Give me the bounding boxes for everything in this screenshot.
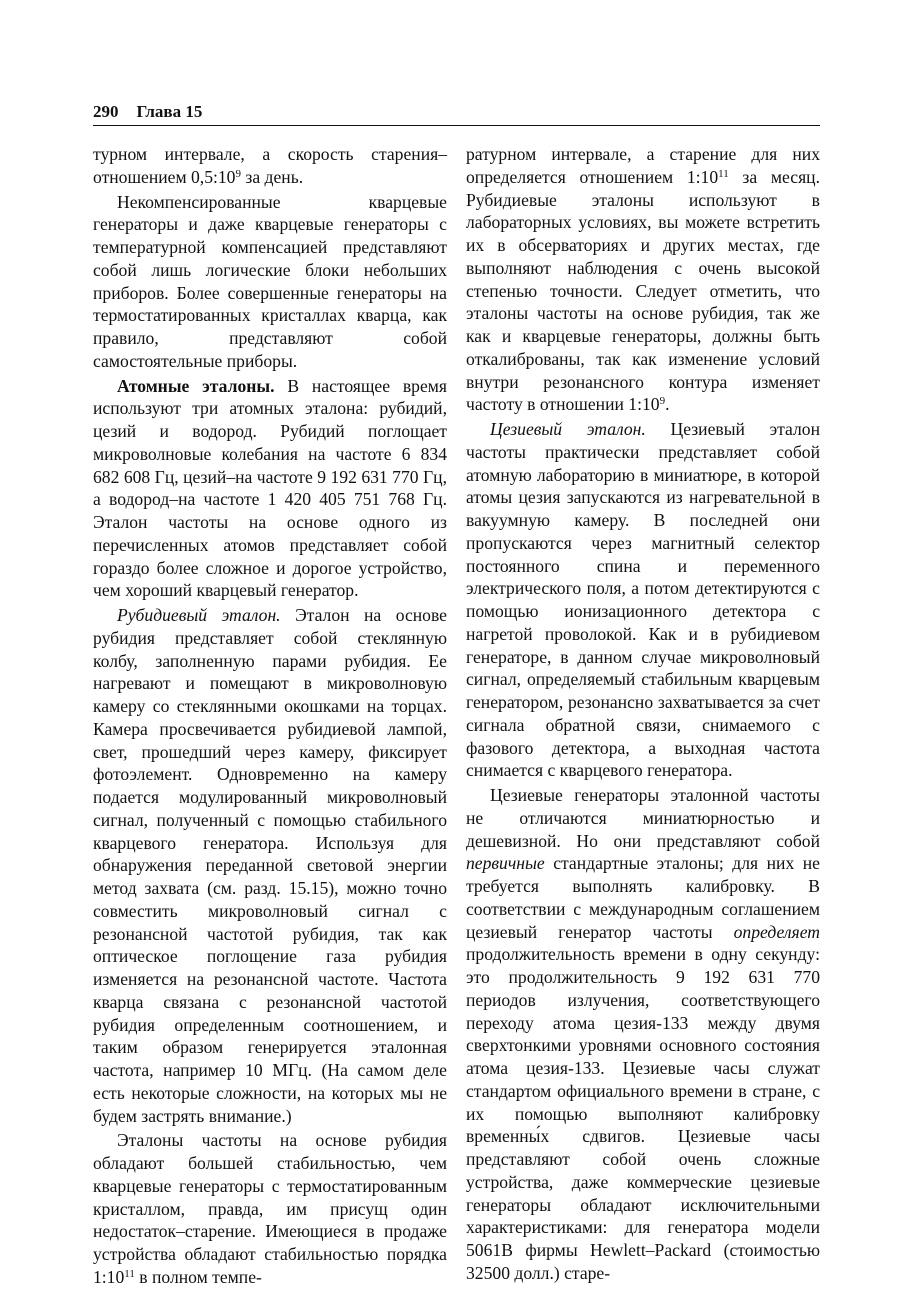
paragraph: ратурном интервале, а старение для них определяется отношением $1:10^{11}$ за месяц. Рубидиевые эталоны используют в лабораторных условиях, вы можете встретить их в обсерваториях и других местах, где выполняют наблюдения с очень высокой степенью точности. Следует отметить, что эталоны частоты на основе рубидия, так же как и кварцевые генераторы, должны быть откалиброваны, так как изменение условий внутри резонансного контура изменяет частоту в отношении $1:10^9$. xyxy=(466,144,820,415)
section-heading: Атомные эталоны. xyxy=(117,375,275,396)
paragraph: Рубидиевый эталон. Эталон на основе рубидия представляет собой стеклянную колбу, заполненную парами рубидия. Ее нагревают и помещают в микроволновую камеру со стеклянными окошками на торцах. Камера просвечивается рубидиевой лампой, свет, прошедший через камеру, фиксирует фотоэлемент. Одновременно на камеру подается модулированный микроволновый сигнал, полученный с помощью стабильного кварцевого генератора. Используя для обнаружения переданной световой энергии метод захвата (см. разд. 15.15), можно точно совместить микроволновый сигнал с резонансной частотой рубидия, так как оптическое поглощение газа рубидия изменяется на резонансной частоте. Частота кварца связана с резонансной частотой рубидия определенным соотношением, и таким образом генерируется эталонная частота, например 10 МГц. (На самом деле есть некоторые сложности, на которых мы не будем застрять внимание.) xyxy=(93,605,447,1126)
paragraph: турном интервале, а скорость старения–отношением $0,5:10^9$ за день. xyxy=(93,144,447,187)
subsection-heading: Цезиевый эталон. xyxy=(490,419,646,439)
paragraph: Цезиевые генераторы эталонной частоты не отличаются миниатюрностью и дешевизной. Но они представляют собой первичные стандартные эталоны; для них не требуется выполнять калибровку. В соответствии с международным соглашением цезиевый генератор частоты определяет продолжительность времени в одну секунду: это продолжительность 9 192 631 770 периодов излучения, соответствующего переходу атома цезия-133 между двумя сверхтонкими уровнями основного состояния атома цезия-133. Цезиевые часы служат стандартом официального времени в стране, с их помощью выполняют калибровку временны́х сдвигов. Цезиевые часы представляют собой очень сложные устройства, даже коммерческие цезиевые генераторы обладают исключительными характеристиками: для генератора модели 5061B фирмы Hewlett–Packard (стоимостью 32500 долл.) старе- xyxy=(466,785,820,1283)
paragraph: Цезиевый эталон. Цезиевый эталон частоты практически представляет собой атомную лабораторию в миниатюре, в которой атомы цезия запускаются из нагревательной в вакуумную камеру. В последней они пропускаются через магнитный селектор постоянного спина и переменного электрического поля, а потом детектируются с помощью ионизационного детектора с нагретой проволокой. Как и в рубидиевом генераторе, в данном случае микроволновый сигнал, определяемый стабильным кварцевым генератором, резонансно захватывается за счет сигнала обратной связи, снимаемого с фазового детектора, а выходная частота снимается с кварцевого генератора. xyxy=(466,419,821,781)
paragraph: Эталоны частоты на основе рубидия обладают большей стабильностью, чем кварцевые генераторы с термостатированным кристаллом, правда, им присущ один недостаток–старение. Имеющиеся в продаже устройства обладают стабильностью порядка $1:10^{11}$ в полном темпе- xyxy=(93,1130,447,1287)
left-column xyxy=(93,143,447,1289)
subsection-heading: Рубидиевый эталон. xyxy=(117,605,281,625)
chapter-title: Глава 15 xyxy=(136,102,203,121)
paragraph: Атомные эталоны. В настоящее время используют три атомных эталона: рубидий, цезий и водород. Рубидий поглощает микроволновые колебания на частоте 6 834 682 608 Гц, цезий–на частоте 9 192 631 770 Гц, а водород–на частоте 1 420 405 751 768 Гц. Эталон частоты на основе одного из перечисленных атомов представляет собой гораздо более сложное и дорогое устройство, чем хороший кварцевый генератор. xyxy=(93,375,447,601)
running-header xyxy=(93,102,820,126)
paragraph: Некомпенсированные кварцевые генераторы и даже кварцевые генераторы с температурной компенсацией представляют собой лишь логические блоки небольших приборов. Более совершенные генераторы на термостатированных кристаллах кварца, как правило, представляют собой самостоятельные приборы. xyxy=(93,191,447,371)
page-number: 290 xyxy=(93,102,119,121)
right-column xyxy=(466,143,820,1285)
